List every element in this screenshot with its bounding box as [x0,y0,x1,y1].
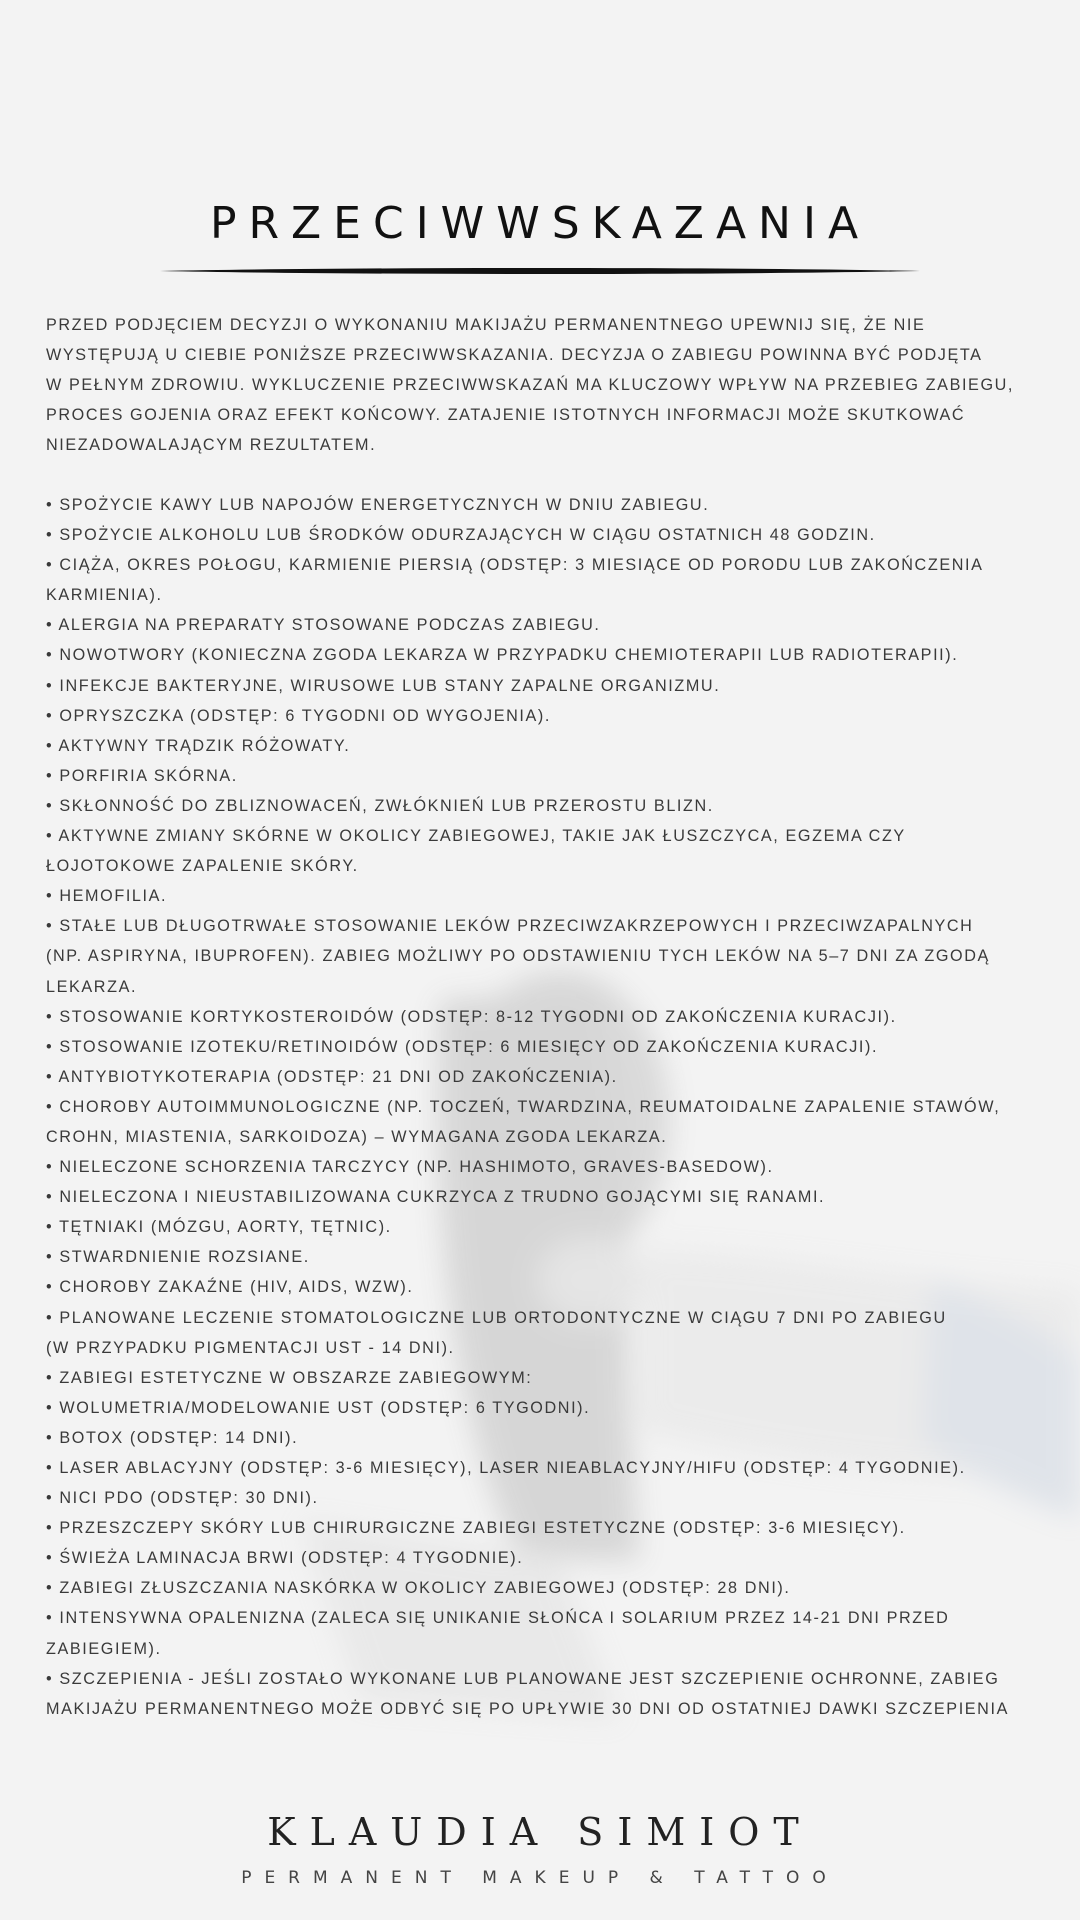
contraindication-line: • STOSOWANIE IZOTEKU/RETINOIDÓW (ODSTĘP: 6 MIESIĘCY OD ZAKOŃCZENIA KURACJI). [46,1037,879,1056]
contraindication-line: ZABIEGIEM). [46,1639,162,1658]
contraindication-line: • CHOROBY AUTOIMMUNOLOGICZNE (NP. TOCZEŃ, TWARDZINA, REUMATOIDALNE ZAPALENIE STAWÓW, [46,1097,1001,1116]
contraindication-line: • PORFIRIA SKÓRNA. [46,766,238,785]
contraindication-line: • CHOROBY ZAKAŹNE (HIV, AIDS, WZW). [46,1278,414,1297]
contraindication-line: • AKTYWNE ZMIANY SKÓRNE W OKOLICY ZABIEGOWEJ, TAKIE JAK ŁUSZCZYCA, EGZEMA CZY [46,827,906,846]
contraindication-line: • ANTYBIOTYKOTERAPIA (ODSTĘP: 21 DNI OD ZAKOŃCZENIA). [46,1067,618,1086]
contraindication-line: • OPRYSZCZKA (ODSTĘP: 6 TYGODNI OD WYGOJENIA). [46,706,552,725]
page-title: PRZECIWWSKAZANIA [209,198,871,249]
contraindication-line: KARMIENIA). [46,586,163,605]
contraindication-line: • INFEKCJE BAKTERYJNE, WIRUSOWE LUB STANY ZAPALNE ORGANIZMU. [46,676,721,695]
contraindication-line: • TĘTNIAKI (MÓZGU, AORTY, TĘTNIC). [46,1218,392,1237]
contraindication-line: • STWARDNIENIE ROZSIANE. [46,1248,310,1267]
contraindication-line: • LASER ABLACYJNY (ODSTĘP: 3-6 MIESIĘCY), LASER NIEABLACYJNY/HIFU (ODSTĘP: 4 TYGODNIE). [46,1459,966,1477]
contraindication-line: • PRZESZCZEPY SKÓRY LUB CHIRURGICZNE ZABIEGI ESTETYCZNE (ODSTĘP: 3-6 MIESIĘCY). [46,1519,906,1538]
contraindication-line: • STOSOWANIE KORTYKOSTEROIDÓW (ODSTĘP: 8-12 TYGODNI OD ZAKOŃCZENIA KURACJI). [46,1007,897,1026]
title-underline-brushstroke [160,264,920,278]
contraindication-line: • STAŁE LUB DŁUGOTRWAŁE STOSOWANIE LEKÓW PRZECIWZAKRZEPOWYCH I PRZECIWZAPALNYCH [46,917,974,936]
contraindication-line: • SPOŻYCIE ALKOHOLU LUB ŚRODKÓW ODURZAJĄCYCH W CIĄGU OSTATNICH 48 GODZIN. [46,526,876,545]
intro-paragraph [46,310,1036,460]
contraindication-line: • NIELECZONA I NIEUSTABILIZOWANA CUKRZYCA Z TRUDNO GOJĄCYMI SIĘ RANAMI. [46,1188,826,1207]
contraindication-line: • SZCZEPIENIA - JEŚLI ZOSTAŁO WYKONANE LUB PLANOWANE JEST SZCZEPIENIE OCHRONNE, ZABIEG [46,1669,1000,1688]
contraindication-line: • SPOŻYCIE KAWY LUB NAPOJÓW ENERGETYCZNYCH W DNIU ZABIEGU. [46,496,710,514]
contraindication-line: • WOLUMETRIA/MODELOWANIE UST (ODSTĘP: 6 TYGODNI). [46,1398,591,1417]
contraindication-line: • NIELECZONE SCHORZENIA TARCZYCY (NP. HASHIMOTO, GRAVES-BASEDOW). [46,1158,774,1177]
contraindication-line: (NP. ASPIRYNA, IBUPROFEN). ZABIEG MOŻLIWY PO ODSTAWIENIU TYCH LEKÓW NA 5–7 DNI ZA ZGODĄ [46,947,990,966]
contraindication-line: • NOWOTWORY (KONIECZNA ZGODA LEKARZA W PRZYPADKU CHEMIOTERAPII LUB RADIOTERAPII). [46,646,959,665]
contraindication-line: • ŚWIEŻA LAMINACJA BRWI (ODSTĘP: 4 TYGODNIE). [46,1549,524,1568]
intro-line: PROCES GOJENIA ORAZ EFEKT KOŃCOWY. ZATAJENIE ISTOTNYCH INFORMACJI MOŻE SKUTKOWAĆ [46,406,966,425]
contraindication-line: LEKARZA. [46,977,138,996]
intro-line: PRZED PODJĘCIEM DECYZJI O WYKONANIU MAKIJAŻU PERMANENTNEGO UPEWNIJ SIĘ, ŻE NIE [46,316,926,334]
contraindication-line: • BOTOX (ODSTĘP: 14 DNI). [46,1428,299,1447]
brand-name: KLAUDIA SIMIOT [267,1810,813,1854]
contraindication-line: • CIĄŻA, OKRES POŁOGU, KARMIENIE PIERSIĄ (ODSTĘP: 3 MIESIĄCE OD PORODU LUB ZAKOŃCZENIA [46,556,984,575]
intro-line: NIEZADOWALAJĄCYM REZULTATEM. [46,436,377,455]
contraindication-line: CROHN, MIASTENIA, SARKOIDOZA) – WYMAGANA ZGODA LEKARZA. [46,1127,668,1146]
contraindication-line: • ALERGIA NA PREPARATY STOSOWANE PODCZAS ZABIEGU. [46,616,601,635]
contraindication-line: • SKŁONNOŚĆ DO ZBLIZNOWACEŃ, ZWŁÓKNIEŃ LUB PRZEROSTU BLIZN. [46,796,714,815]
intro-line: WYSTĘPUJĄ U CIEBIE PONIŻSZE PRZECIWWSKAZANIA. DECYZJA O ZABIEGU POWINNA BYĆ PODJĘTA [46,346,983,365]
contraindication-line: • PLANOWANE LECZENIE STOMATOLOGICZNE LUB ORTODONTYCZNE W CIĄGU 7 DNI PO ZABIEGU [46,1308,947,1327]
contraindication-line: (W PRZYPADKU PIGMENTACJI UST - 14 DNI). [46,1338,455,1357]
contraindication-line: ŁOJOTOKOWE ZAPALENIE SKÓRY. [46,857,359,876]
brand-tagline: PERMANENT MAKEUP & TATTOO [241,1868,839,1888]
intro-line: W PEŁNYM ZDROWIU. WYKLUCZENIE PRZECIWWSKAZAŃ MA KLUCZOWY WPŁYW NA PRZEBIEG ZABIEGU, [46,376,1015,395]
contraindications-list [46,490,1046,1724]
contraindication-line: • ZABIEGI ESTETYCZNE W OBSZARZE ZABIEGOWYM: [46,1368,533,1387]
contraindication-line: MAKIJAŻU PERMANENTNEGO MOŻE ODBYĆ SIĘ PO UPŁYWIE 30 DNI OD OSTATNIEJ DAWKI SZCZEPIENIA [46,1699,1009,1718]
contraindication-line: • ZABIEGI ZŁUSZCZANIA NASKÓRKA W OKOLICY ZABIEGOWEJ (ODSTĘP: 28 DNI). [46,1579,791,1598]
contraindication-line: • NICI PDO (ODSTĘP: 30 DNI). [46,1489,319,1508]
contraindication-line: • HEMOFILIA. [46,887,168,906]
contraindication-line: • INTENSYWNA OPALENIZNA (ZALECA SIĘ UNIKANIE SŁOŃCA I SOLARIUM PRZEZ 14-21 DNI PRZED [46,1609,950,1628]
contraindication-line: • AKTYWNY TRĄDZIK RÓŻOWATY. [46,736,351,755]
